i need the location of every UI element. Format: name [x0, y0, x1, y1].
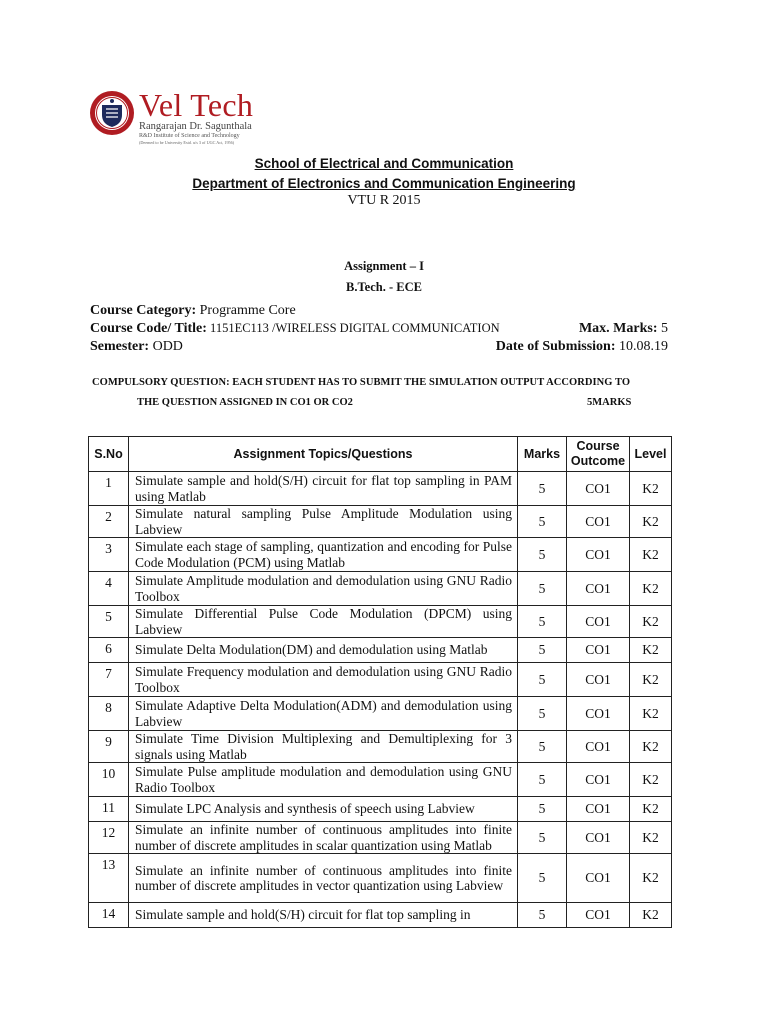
- semester-value: ODD: [149, 339, 183, 354]
- row-marks: 5: [518, 663, 567, 697]
- semester-label: Semester:: [90, 339, 150, 354]
- row-sno: 5: [89, 606, 129, 638]
- row-course-outcome: CO1: [567, 697, 630, 731]
- row-topic: Simulate Pulse amplitude modulation and demodulation using GNU Radio Toolbox: [129, 763, 518, 797]
- institution-logo: [89, 87, 269, 146]
- max-marks-label: Max. Marks:: [578, 321, 658, 336]
- row-topic: Simulate Delta Modulation(DM) and demodulation using Matlab: [129, 638, 518, 663]
- row-course-outcome: CO1: [567, 854, 630, 903]
- header-level: Level: [630, 437, 672, 472]
- row-sno: 13: [89, 854, 129, 903]
- row-marks: 5: [518, 538, 567, 572]
- row-level: K2: [630, 822, 672, 854]
- row-course-outcome: CO1: [567, 638, 630, 663]
- row-sno: 11: [89, 797, 129, 822]
- brand-institute-name: R&D Institute of Science and Technology: [139, 133, 240, 139]
- row-topic: Simulate Frequency modulation and demodulation using GNU Radio Toolbox: [129, 663, 518, 697]
- row-topic: Simulate Differential Pulse Code Modulation (DPCM) using Labview: [129, 606, 518, 638]
- assignment-table: [88, 436, 672, 928]
- brand-subtitle: Rangarajan Dr. Sagunthala: [139, 121, 252, 132]
- row-level: K2: [630, 731, 672, 763]
- row-marks: 5: [518, 903, 567, 928]
- row-topic: Simulate an infinite number of continuous amplitudes into finite number of discrete amplitudes in scalar quantization using Matlab: [129, 822, 518, 854]
- row-level: K2: [630, 763, 672, 797]
- row-topic: Simulate an infinite number of continuous amplitudes into finite number of discrete amplitudes in vector quantization using Labview: [129, 854, 518, 903]
- row-topic: Simulate natural sampling Pulse Amplitude Modulation using Labview: [129, 506, 518, 538]
- row-course-outcome: CO1: [567, 822, 630, 854]
- table-row: [89, 638, 672, 663]
- row-course-outcome: CO1: [567, 763, 630, 797]
- row-marks: 5: [518, 472, 567, 506]
- department-title: Department of Electronics and Communication Engineering: [192, 176, 576, 191]
- row-topic: Simulate sample and hold(S/H) circuit for flat top sampling in: [129, 903, 518, 928]
- table-row: [89, 697, 672, 731]
- row-sno: 8: [89, 697, 129, 731]
- row-marks: 5: [518, 854, 567, 903]
- regulation-label: VTU R 2015: [347, 193, 421, 208]
- row-course-outcome: CO1: [567, 731, 630, 763]
- course-code-value: 1151EC113 /WIRELESS DIGITAL COMMUNICATION: [206, 321, 500, 335]
- assignment-title: Assignment – I: [344, 259, 424, 273]
- row-marks: 5: [518, 572, 567, 606]
- instruction-line-2: THE QUESTION ASSIGNED IN CO1 OR CO2: [137, 397, 353, 408]
- table-row: [89, 822, 672, 854]
- row-sno: 10: [89, 763, 129, 797]
- row-topic: Simulate each stage of sampling, quantization and encoding for Pulse Code Modulation (PCM) using Matlab: [129, 538, 518, 572]
- program-title: B.Tech. - ECE: [346, 280, 422, 294]
- table-row: [89, 903, 672, 928]
- row-marks: 5: [518, 731, 567, 763]
- submission-date: [496, 339, 668, 355]
- max-marks: [579, 321, 668, 337]
- university-seal-icon: [89, 90, 135, 136]
- row-course-outcome: CO1: [567, 663, 630, 697]
- course-code-label: Course Code/ Title:: [90, 321, 207, 336]
- row-sno: 4: [89, 572, 129, 606]
- table-row: [89, 663, 672, 697]
- row-course-outcome: CO1: [567, 903, 630, 928]
- row-sno: 7: [89, 663, 129, 697]
- row-course-outcome: CO1: [567, 797, 630, 822]
- row-marks: 5: [518, 606, 567, 638]
- row-sno: 12: [89, 822, 129, 854]
- table-header-row: [89, 437, 672, 472]
- row-sno: 3: [89, 538, 129, 572]
- row-level: K2: [630, 797, 672, 822]
- brand-deemed-note: (Deemed to be University Estd. u/s 3 of UGC Act, 1956): [139, 140, 235, 145]
- row-level: K2: [630, 538, 672, 572]
- header-course-outcome: Course Outcome: [567, 437, 630, 472]
- row-sno: 6: [89, 638, 129, 663]
- row-level: K2: [630, 572, 672, 606]
- row-sno: 1: [89, 472, 129, 506]
- row-marks: 5: [518, 797, 567, 822]
- row-topic: Simulate Amplitude modulation and demodulation using GNU Radio Toolbox: [129, 572, 518, 606]
- submission-date-value: 10.08.19: [615, 339, 668, 354]
- row-marks: 5: [518, 763, 567, 797]
- row-marks: 5: [518, 506, 567, 538]
- table-row: [89, 606, 672, 638]
- submission-date-label: Date of Submission:: [495, 339, 616, 354]
- row-level: K2: [630, 638, 672, 663]
- header-sno: S.No: [89, 437, 129, 472]
- row-level: K2: [630, 606, 672, 638]
- row-marks: 5: [518, 822, 567, 854]
- instruction-line-1: COMPULSORY QUESTION: EACH STUDENT HAS TO SUBMIT THE SIMULATION OUTPUT ACCORDING TO: [92, 377, 631, 388]
- row-topic: Simulate LPC Analysis and synthesis of speech using Labview: [129, 797, 518, 822]
- row-level: K2: [630, 663, 672, 697]
- row-level: K2: [630, 697, 672, 731]
- row-sno: 14: [89, 903, 129, 928]
- table-row: [89, 763, 672, 797]
- row-level: K2: [630, 506, 672, 538]
- table-row: [89, 472, 672, 506]
- header-topic: Assignment Topics/Questions: [129, 437, 518, 472]
- row-topic: Simulate Time Division Multiplexing and Demultiplexing for 3 signals using Matlab: [129, 731, 518, 763]
- row-marks: 5: [518, 638, 567, 663]
- row-topic: Simulate sample and hold(S/H) circuit for flat top sampling in PAM using Matlab: [129, 472, 518, 506]
- row-course-outcome: CO1: [567, 538, 630, 572]
- table-row: [89, 731, 672, 763]
- table-row: [89, 854, 672, 903]
- row-level: K2: [630, 903, 672, 928]
- semester: [90, 339, 183, 355]
- row-marks: 5: [518, 697, 567, 731]
- course-category-value: Programme Core: [196, 303, 296, 318]
- row-sno: 9: [89, 731, 129, 763]
- course-category-label: Course Category:: [90, 303, 197, 318]
- row-course-outcome: CO1: [567, 506, 630, 538]
- table-row: [89, 506, 672, 538]
- row-level: K2: [630, 854, 672, 903]
- course-category: [90, 303, 296, 319]
- instruction-marks: 5MARKS: [587, 397, 632, 408]
- row-sno: 2: [89, 506, 129, 538]
- row-course-outcome: CO1: [567, 472, 630, 506]
- max-marks-value: 5: [657, 321, 668, 336]
- header-marks: Marks: [518, 437, 567, 472]
- row-course-outcome: CO1: [567, 572, 630, 606]
- row-topic: Simulate Adaptive Delta Modulation(ADM) and demodulation using Labview: [129, 697, 518, 731]
- table-row: [89, 572, 672, 606]
- course-code-title: [90, 321, 500, 337]
- row-course-outcome: CO1: [567, 606, 630, 638]
- school-title: School of Electrical and Communication: [254, 156, 514, 171]
- row-level: K2: [630, 472, 672, 506]
- table-row: [89, 538, 672, 572]
- table-row: [89, 797, 672, 822]
- brand-name: Vel Tech: [139, 87, 254, 123]
